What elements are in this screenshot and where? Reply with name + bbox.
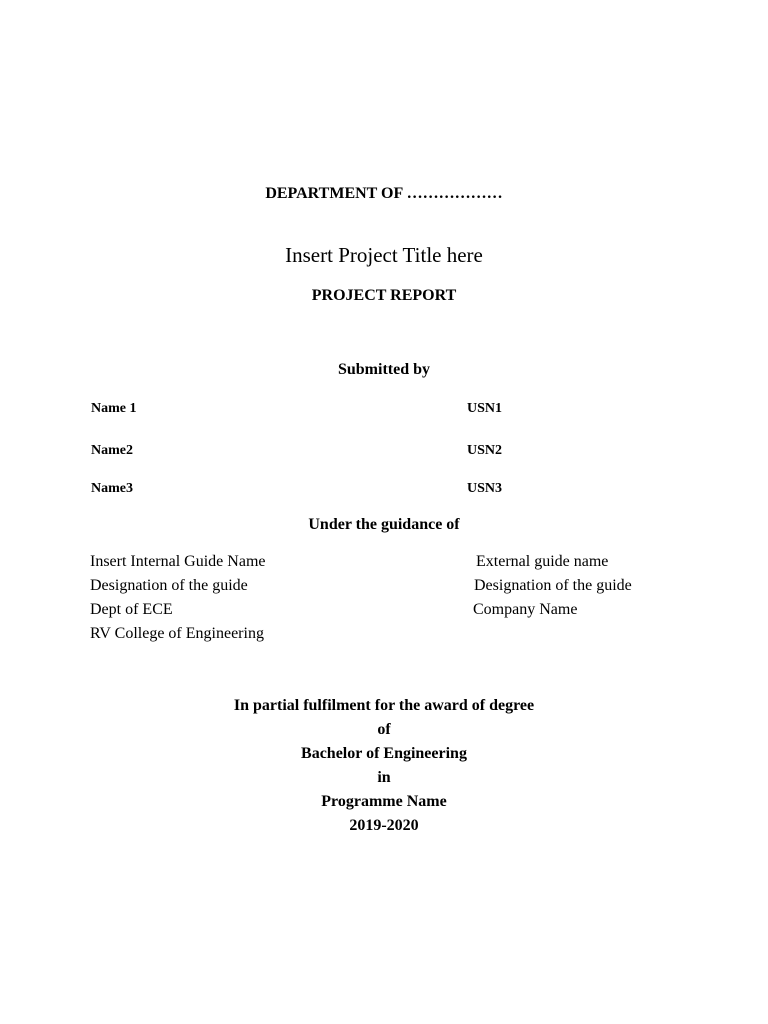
internal-guide-college: RV College of Engineering: [90, 625, 264, 642]
internal-guide-name: Insert Internal Guide Name: [90, 553, 266, 570]
submitted-by-heading: Submitted by: [337, 361, 431, 378]
student-usn: USN3: [467, 481, 503, 496]
student-name: Name2: [91, 443, 133, 458]
student-name: Name 1: [91, 401, 137, 416]
degree-statement: In partial fulfilment for the award of degree: [233, 697, 535, 714]
project-title: Insert Project Title here: [285, 243, 483, 267]
external-guide-designation: Designation of the guide: [474, 577, 632, 594]
degree-in: in: [377, 769, 391, 786]
student-usn: USN2: [467, 443, 503, 458]
academic-year: 2019-2020: [349, 817, 419, 834]
guidance-heading: Under the guidance of: [308, 516, 460, 533]
programme-name: Programme Name: [321, 793, 447, 810]
internal-guide-department: Dept of ECE: [90, 601, 173, 618]
internal-guide-designation: Designation of the guide: [90, 577, 248, 594]
external-guide-name: External guide name: [476, 553, 609, 570]
degree-of: of: [377, 721, 391, 738]
degree-name: Bachelor of Engineering: [301, 745, 467, 762]
external-guide-company: Company Name: [473, 601, 578, 618]
report-type: PROJECT REPORT: [311, 287, 457, 304]
student-name: Name3: [91, 481, 133, 496]
student-usn: USN1: [467, 401, 503, 416]
department-heading: DEPARTMENT OF ………………: [265, 185, 503, 202]
